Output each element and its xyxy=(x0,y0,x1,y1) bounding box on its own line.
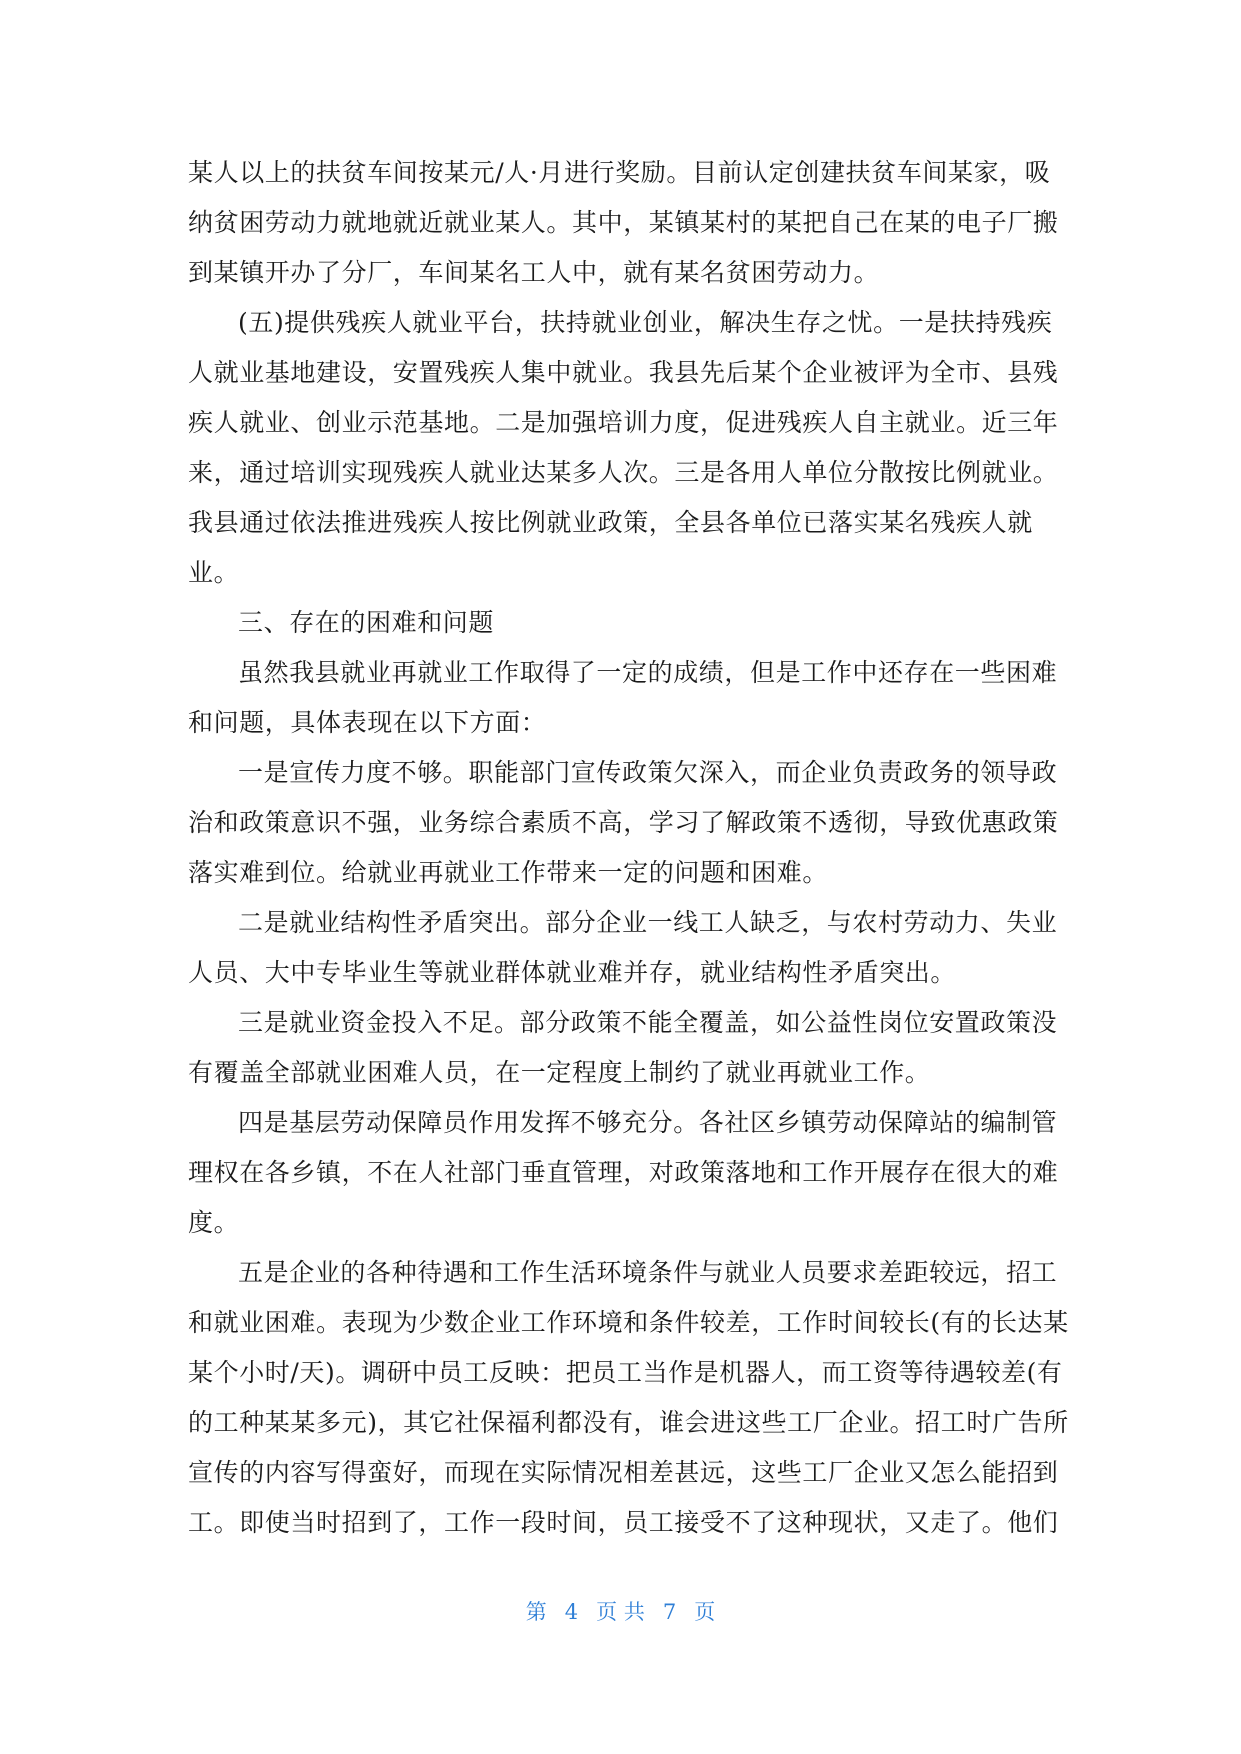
text-line: 人就业基地建设，安置残疾人集中就业。我县先后某个企业被评为全市、县残 xyxy=(188,358,1059,387)
text-line: 和就业困难。表现为少数企业工作环境和条件较差，工作时间较长(有的长达某 xyxy=(188,1308,1069,1337)
paragraph-start-line: 五是企业的各种待遇和工作生活环境条件与就业人员要求差距较远，招工 xyxy=(238,1258,1058,1287)
text-line: 疾人就业、创业示范基地。二是加强培训力度，促进残疾人自主就业。近三年 xyxy=(188,408,1059,437)
page-footer xyxy=(0,1596,1241,1626)
text-line: 业。 xyxy=(188,558,240,587)
text-line: 治和政策意识不强，业务综合素质不高，学习了解政策不透彻，导致优惠政策 xyxy=(188,808,1059,837)
footer-middle: 页 共 xyxy=(596,1600,645,1624)
text-line: 度。 xyxy=(188,1208,240,1237)
paragraph-start-line: 一是宣传力度不够。职能部门宣传政策欠深入，而企业负责政务的领导政 xyxy=(238,758,1058,787)
paragraph-start-line: 虽然我县就业再就业工作取得了一定的成绩，但是工作中还存在一些困难 xyxy=(238,658,1058,687)
text-line: 来，通过培训实现残疾人就业达某多人次。三是各用人单位分散按比例就业。 xyxy=(188,458,1059,487)
text-line: 的工种某某多元)，其它社保福利都没有，谁会进这些工厂企业。招工时广告所 xyxy=(188,1408,1069,1437)
document-body xyxy=(188,148,1069,1548)
text-line: 某个小时/天)。调研中员工反映：把员工当作是机器人，而工资等待遇较差(有 xyxy=(188,1358,1063,1387)
paragraph-start-line: 三是就业资金投入不足。部分政策不能全覆盖，如公益性岗位安置政策没 xyxy=(238,1008,1058,1037)
footer-suffix: 页 xyxy=(694,1600,716,1624)
text-line: 有覆盖全部就业困难人员，在一定程度上制约了就业再就业工作。 xyxy=(188,1058,931,1087)
text-line: 和问题，具体表现在以下方面： xyxy=(188,708,547,737)
current-page-number: 4 xyxy=(564,1600,579,1624)
footer-prefix: 第 xyxy=(525,1600,547,1624)
paragraph-start-line: (五)提供残疾人就业平台，扶持就业创业，解决生存之忧。一是扶持残疾 xyxy=(238,308,1053,337)
paragraph-start-line: 二是就业结构性矛盾突出。部分企业一线工人缺乏，与农村劳动力、失业 xyxy=(238,908,1058,937)
text-line: 人员、大中专毕业生等就业群体就业难并存，就业结构性矛盾突出。 xyxy=(188,958,957,987)
text-line: 落实难到位。给就业再就业工作带来一定的问题和困难。 xyxy=(188,858,829,887)
text-line: 我县通过依法推进残疾人按比例就业政策，全县各单位已落实某名残疾人就 xyxy=(188,508,1033,537)
text-line: 某人以上的扶贫车间按某元/人·月进行奖励。目前认定创建扶贫车间某家，吸 xyxy=(188,158,1051,187)
paragraph-start-line: 四是基层劳动保障员作用发挥不够充分。各社区乡镇劳动保障站的编制管 xyxy=(238,1108,1058,1137)
text-line: 到某镇开办了分厂，车间某名工人中，就有某名贫困劳动力。 xyxy=(188,258,880,287)
text-line: 纳贫困劳动力就地就近就业某人。其中，某镇某村的某把自己在某的电子厂搬 xyxy=(188,208,1059,237)
section-heading: 三、存在的困难和问题 xyxy=(238,608,495,637)
text-line: 宣传的内容写得蛮好，而现在实际情况相差甚远，这些工厂企业又怎么能招到 xyxy=(188,1458,1059,1487)
text-line: 理权在各乡镇，不在人社部门垂直管理，对政策落地和工作开展存在很大的难 xyxy=(188,1158,1059,1187)
total-page-count: 7 xyxy=(662,1600,677,1624)
text-line: 工。即使当时招到了，工作一段时间，员工接受不了这种现状，又走了。他们 xyxy=(188,1508,1059,1537)
